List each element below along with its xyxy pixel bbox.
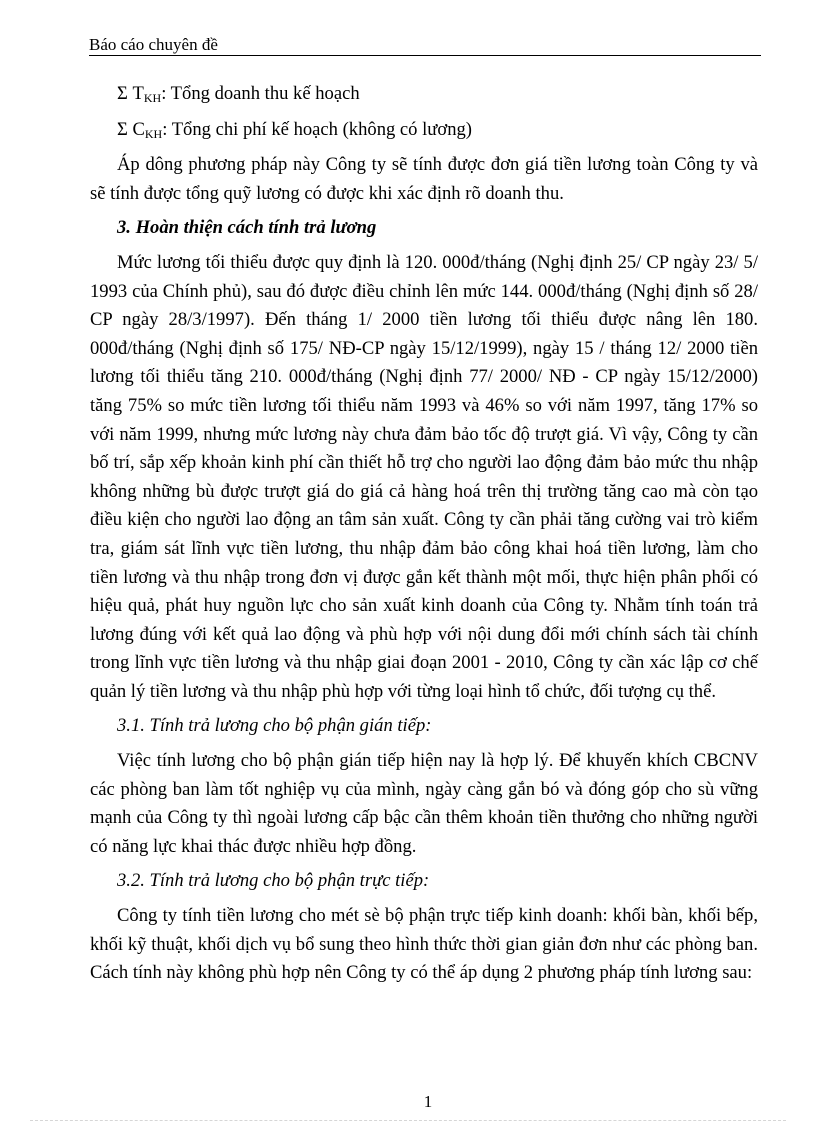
definition-subscript: KH bbox=[144, 126, 163, 141]
definition-total-revenue bbox=[90, 80, 758, 113]
definition-total-cost bbox=[90, 116, 758, 149]
definition-subscript: KH bbox=[143, 91, 162, 105]
definition-text: : Tổng chi phí kế hoạch (không có lương) bbox=[162, 118, 472, 140]
definition-text: : Tổng doanh thu kế hoạch bbox=[161, 83, 360, 104]
header-title: Báo cáo chuyên đề bbox=[89, 35, 218, 54]
paragraph-method-application: Áp dông phương pháp này Công ty sẽ tính được đơn giá tiền lương toàn Công ty và sẽ tính được tổng quỹ lương có được khi xác định rõ doanh thu. bbox=[90, 154, 758, 204]
section-heading-3-1: 3.1. Tính trả lương cho bộ phận gián tiếp: bbox=[117, 715, 432, 737]
page-header bbox=[89, 36, 761, 56]
section-heading-3: 3. Hoàn thiện cách tính trả lương bbox=[117, 217, 377, 239]
section-heading-3-2: 3.2. Tính trả lương cho bộ phận trực tiếp: bbox=[117, 870, 430, 892]
page-bottom-divider bbox=[30, 1120, 786, 1121]
definition-symbol: Σ T bbox=[117, 83, 144, 104]
definition-symbol: Σ C bbox=[117, 118, 145, 140]
paragraph-direct-department: Công ty tính tiền lương cho mét sè bộ phận trực tiếp kinh doanh: khối bàn, khối bếp, khối kỹ thuật, khối dịch vụ bổ sung theo hình thức thời gian giản đơn như các phòng ban. Cách tính này không phù hợp nên Công ty có thể áp dụng 2 phương pháp tính lương sau: bbox=[90, 905, 758, 984]
paragraph-minimum-wage: Mức lương tối thiểu được quy định là 120. 000đ/tháng (Nghị định 25/ CP ngày 23/ 5/ 1993 của Chính phủ), sau đó được điều chỉnh lên mức 144. 000đ/tháng (Nghị định số 28/ CP ngày 28/3/1997). Đến tháng 1/ 2000 tiền lương tối thiểu được nâng lên 180. 000đ/tháng (Nghị định số 175/ NĐ-CP ngày 15/12/1999), ngày 15 / tháng 12/ 2000 tiền lương tối thiểu tăng 210. 000đ/tháng (Nghị định 77/ 2000/ NĐ - CP ngày 15/12/2000) tăng 75% so mức tiền lương tối thiểu năm 1993 và 46% so với năm 1997, tăng 17% so với năm 1999, nhưng mức lương này chưa đảm bảo tốc độ trượt giá. Vì vậy, Công ty cần bố trí, sắp xếp khoản kinh phí cần thiết hỗ trợ cho người lao động đảm bảo mức thu nhập không những bù được trượt giá do giá cả hàng hoá trên thị trường tăng cao mà còn tạo điều kiện cho người lao động an tâm sản xuất. Công ty cần phải tăng cường vai trò kiểm tra, giám sát lĩnh vực tiền lương, thu nhập đảm bảo công khai hoá tiền lương, làm cho tiền lương và thu nhập trong đơn vị được gắn kết thành một mối, thực hiện phân phối có hiệu quả, phát huy nguồn lực cho sản xuất kinh doanh của Công ty. Nhằm tính toán trả lương đúng với kết quả lao động và phù hợp với nội dung đổi mới chính sách tài chính trong lĩnh vực tiền lương và thu nhập giai đoạn 2001 - 2010, Công ty cần xác lập cơ chế quản lý tiền lương và thu nhập phù hợp với từng loại hình tổ chức, đối tượng cụ thể. bbox=[90, 251, 758, 702]
document-body bbox=[90, 80, 758, 994]
paragraph-indirect-department: Việc tính lương cho bộ phận gián tiếp hiện nay là hợp lý. Để khuyến khích CBCNV các phòng ban làm tốt nghiệp vụ của mình, ngày càng gắn bó và đóng góp cho sù vững mạnh của Công ty thì ngoài lương cấp bậc cần thêm khoản tiền thưởng cho những người có năng lực khai thác được nhiều hợp đồng. bbox=[90, 750, 758, 857]
page-number: 1 bbox=[423, 1092, 433, 1111]
